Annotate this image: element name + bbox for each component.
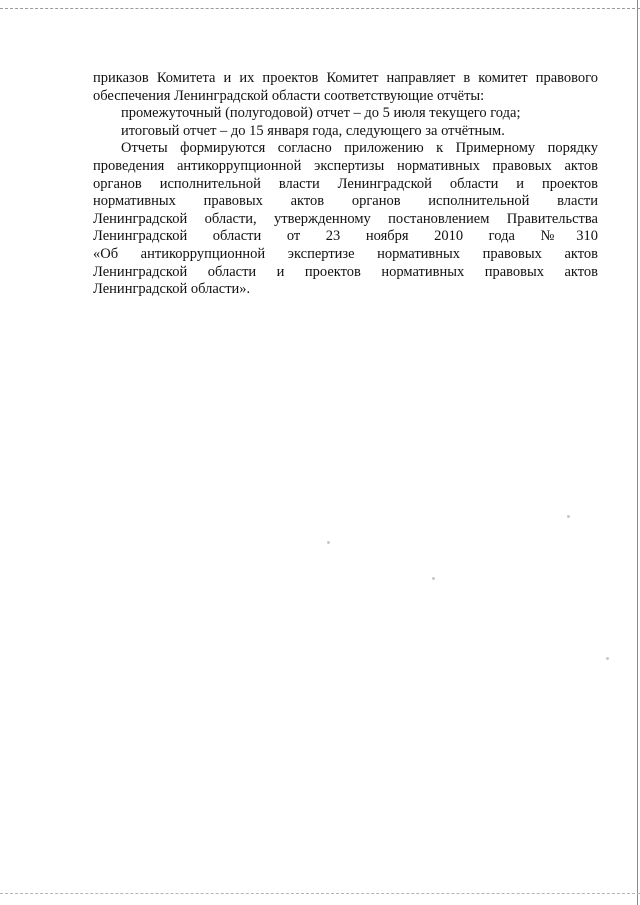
paragraph-line: «Об антикоррупционной экспертизе нормативных правовых актов (93, 245, 598, 262)
paragraph-line: проведения антикоррупционной экспертизы нормативных правовых актов (93, 157, 598, 174)
paragraph-line: нормативных правовых актов органов исполнительной власти (93, 193, 598, 210)
intro-line: обеспечения Ленинградской области соответствующие отчёты: (93, 87, 485, 104)
intro-paragraph (93, 70, 598, 105)
scan-right-edge (637, 0, 638, 905)
paragraph-line: Отчеты формируются согласно приложению к Примерному порядку (121, 140, 598, 157)
reports-paragraph (93, 140, 598, 298)
paragraph-line: Ленинградской области от 23 ноября 2010 года №310 (93, 228, 598, 245)
paragraph-line: органов исполнительной власти Ленинградской области и проектов (93, 175, 598, 192)
paragraph-line: Ленинградской области». (93, 281, 251, 298)
scan-top-edge (0, 8, 640, 9)
list-item: промежуточный (полугодовой) отчет – до 5 июля текущего года; (121, 105, 521, 122)
list-item: итоговый отчет – до 15 января года, следующего за отчётным. (121, 122, 505, 139)
scan-speck (567, 515, 570, 518)
paragraph-line: Ленинградской области и проектов нормативных правовых актов (93, 263, 598, 280)
reports-deadline-list (93, 105, 598, 140)
intro-line: приказов Комитета и их проектов Комитет направляет в комитет правового (93, 70, 598, 86)
scan-bottom-edge (0, 893, 640, 894)
scan-speck (606, 657, 609, 660)
paragraph-line: Ленинградской области, утвержденному постановлением Правительства (93, 210, 598, 227)
scan-speck (432, 577, 435, 580)
scan-speck (327, 541, 330, 544)
document-body (93, 70, 598, 299)
